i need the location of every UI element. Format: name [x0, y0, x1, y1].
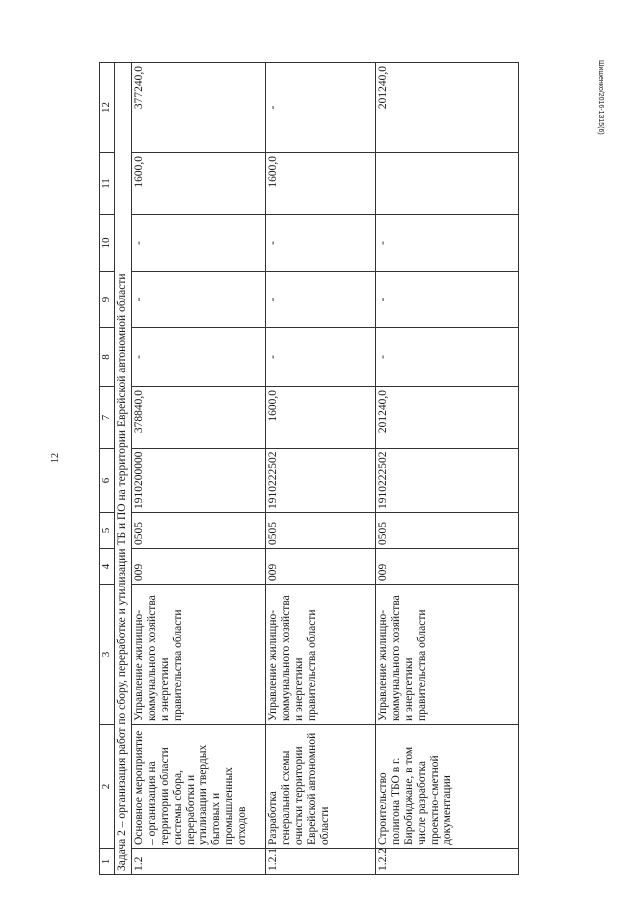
amount-col-10: - — [266, 215, 376, 272]
column-header: 12 — [100, 63, 115, 153]
column-header: 4 — [100, 549, 115, 585]
executor: Управление жилищно-коммунального хозяйства и энергетики правительства области — [266, 585, 376, 725]
program-table-rotated — [99, 63, 519, 875]
column-header: 5 — [100, 513, 115, 549]
amount-col-8: - — [266, 328, 376, 387]
amount-col-12: - — [266, 63, 376, 153]
grbs-code: 009 — [266, 549, 376, 585]
grbs-code: 009 — [132, 549, 266, 585]
csr-code: 1910222502 — [376, 449, 519, 513]
column-header: 2 — [100, 725, 115, 849]
amount-col-11: 1600,0 — [266, 153, 376, 215]
amount-col-11 — [376, 153, 519, 215]
column-header: 9 — [100, 272, 115, 328]
activity-name: Основное мероприятие – организация на территории области системы сбора, переработки и утилизации твердых бытовых и промышленных отходов — [132, 725, 266, 849]
amount-col-12: 377240,0 — [132, 63, 266, 153]
amount-col-10: - — [132, 215, 266, 272]
total-amount: 201240,0 — [376, 387, 519, 449]
program-table — [99, 62, 519, 875]
column-header: 11 — [100, 153, 115, 215]
csr-code: 1910222502 — [266, 449, 376, 513]
total-amount: 378840,0 — [132, 387, 266, 449]
document-id: Шишенко/2016-1315(6) — [597, 60, 604, 135]
amount-col-9: - — [132, 272, 266, 328]
page-number: 12 — [50, 453, 61, 463]
executor: Управление жилищно-коммунального хозяйства и энергетики правительства области — [132, 585, 266, 725]
column-header: 1 — [100, 849, 115, 875]
amount-col-8: - — [132, 328, 266, 387]
activity-name: Строительство полигона ТБО в г. Биробиджане, в том числе разработка проектно-сметной документации — [376, 725, 519, 849]
column-header: 8 — [100, 328, 115, 387]
total-amount: 1600,0 — [266, 387, 376, 449]
amount-col-11: 1600,0 — [132, 153, 266, 215]
amount-col-10: - — [376, 215, 519, 272]
amount-col-9: - — [376, 272, 519, 328]
column-header: 6 — [100, 449, 115, 513]
row-number: 1.2.2 — [376, 849, 519, 875]
table-row — [266, 63, 376, 875]
grbs-code: 009 — [376, 549, 519, 585]
task-row — [115, 63, 132, 875]
csr-code: 1910200000 — [132, 449, 266, 513]
row-number: 1.2.1 — [266, 849, 376, 875]
amount-col-12: 201240,0 — [376, 63, 519, 153]
rzpr-code: 0505 — [132, 513, 266, 549]
column-header: 7 — [100, 387, 115, 449]
column-header: 10 — [100, 215, 115, 272]
amount-col-8: - — [376, 328, 519, 387]
column-number-row — [100, 63, 115, 875]
amount-col-9: - — [266, 272, 376, 328]
table-row — [132, 63, 266, 875]
column-header: 3 — [100, 585, 115, 725]
rzpr-code: 0505 — [266, 513, 376, 549]
rzpr-code: 0505 — [376, 513, 519, 549]
task-title: Задача 2 – организация работ по сбору, переработке и утилизации ТБ и ПО на территории Еврейской автономной области — [115, 63, 132, 875]
table-row — [376, 63, 519, 875]
row-number: 1.2 — [132, 849, 266, 875]
executor: Управление жилищно-коммунального хозяйства и энергетики правительства области — [376, 585, 519, 725]
activity-name: Разработка генеральной схемы очистки территории Еврейской автономной области — [266, 725, 376, 849]
